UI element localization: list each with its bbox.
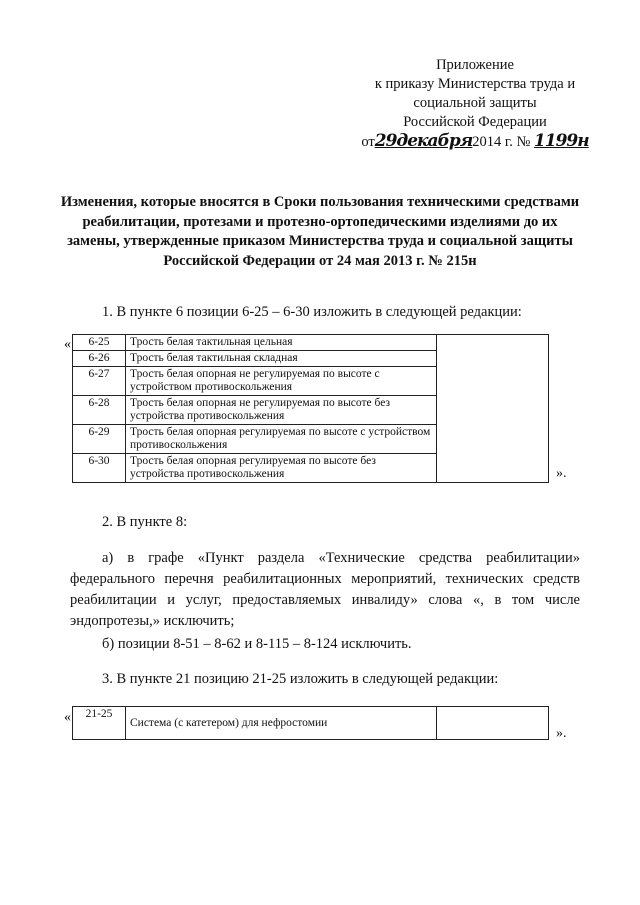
position-name: Трость белая тактильная цельная — [126, 335, 437, 351]
document-title: Изменения, которые вносятся в Сроки пользования техническими средствами реабилитации, протезами и протезно-ортопедическими изделиями до их замены, утвержденные приказом Министерства труда и социальной защиты Российской Федерации от 24 мая 2013 г. № 215н — [60, 194, 580, 269]
position-name: Система (с катетером) для нефростомии — [126, 707, 437, 740]
table-row — [73, 707, 549, 740]
date-prefix: от — [361, 134, 375, 150]
positions-table-21 — [72, 706, 549, 740]
appendix-line: Российской Федерации — [403, 114, 547, 130]
item-3: 3. В пункте 21 позицию 21-25 изложить в следующей редакции: — [102, 671, 499, 687]
handwritten-number: 1199н — [533, 131, 589, 151]
position-code: 6-28 — [73, 396, 126, 425]
table1-open-quote: « — [64, 337, 71, 352]
order-date-line — [360, 132, 590, 152]
handwritten-date: 29декабря — [374, 131, 473, 151]
empty-cell — [437, 707, 549, 740]
position-name: Трость белая тактильная складная — [126, 351, 437, 367]
position-code: 6-26 — [73, 351, 126, 367]
position-name: Трость белая опорная не регулируемая по высоте без устройства противоскольжения — [126, 396, 437, 425]
table2-open-quote: « — [64, 710, 71, 725]
position-code: 6-30 — [73, 454, 126, 483]
item-2a-text: а) в графе «Пункт раздела «Технические средства реабилитации» федерального перечня реабилитационных мероприятий, технических средств реабилитации и услуг, предоставляемых инвалиду» слова «, в том числе эндопротезы,» исключить; — [70, 550, 580, 629]
item-2b-text: б) позиции 8-51 – 8-62 и 8-115 – 8-124 исключить. — [102, 636, 412, 652]
position-name: Трость белая опорная не регулируемая по высоте с устройством противоскольжения — [126, 367, 437, 396]
empty-cell — [437, 335, 549, 483]
table-row — [73, 335, 549, 351]
appendix-line: к приказу Министерства труда и — [374, 76, 576, 92]
number-sign: № — [516, 134, 531, 150]
appendix-line: социальной защиты — [413, 95, 537, 111]
item-1: 1. В пункте 6 позиции 6-25 – 6-30 изложить в следующей редакции: — [102, 304, 522, 320]
item-2a — [70, 548, 580, 632]
positions-table-6 — [72, 334, 549, 483]
table1-close-quote: ». — [556, 466, 567, 481]
date-year: 2014 г. — [472, 134, 513, 150]
position-name: Трость белая опорная регулируемая по высоте с устройством противоскольжения — [126, 425, 437, 454]
table2-close-quote: ». — [556, 726, 567, 741]
position-code: 6-25 — [73, 335, 126, 351]
position-name: Трость белая опорная регулируемая по высоте без устройства противоскольжения — [126, 454, 437, 483]
position-code: 6-29 — [73, 425, 126, 454]
appendix-header — [360, 56, 590, 152]
item-2b — [70, 634, 412, 655]
item-2: 2. В пункте 8: — [102, 514, 188, 530]
position-code: 21-25 — [73, 707, 126, 740]
position-code: 6-27 — [73, 367, 126, 396]
appendix-line: Приложение — [436, 57, 514, 73]
